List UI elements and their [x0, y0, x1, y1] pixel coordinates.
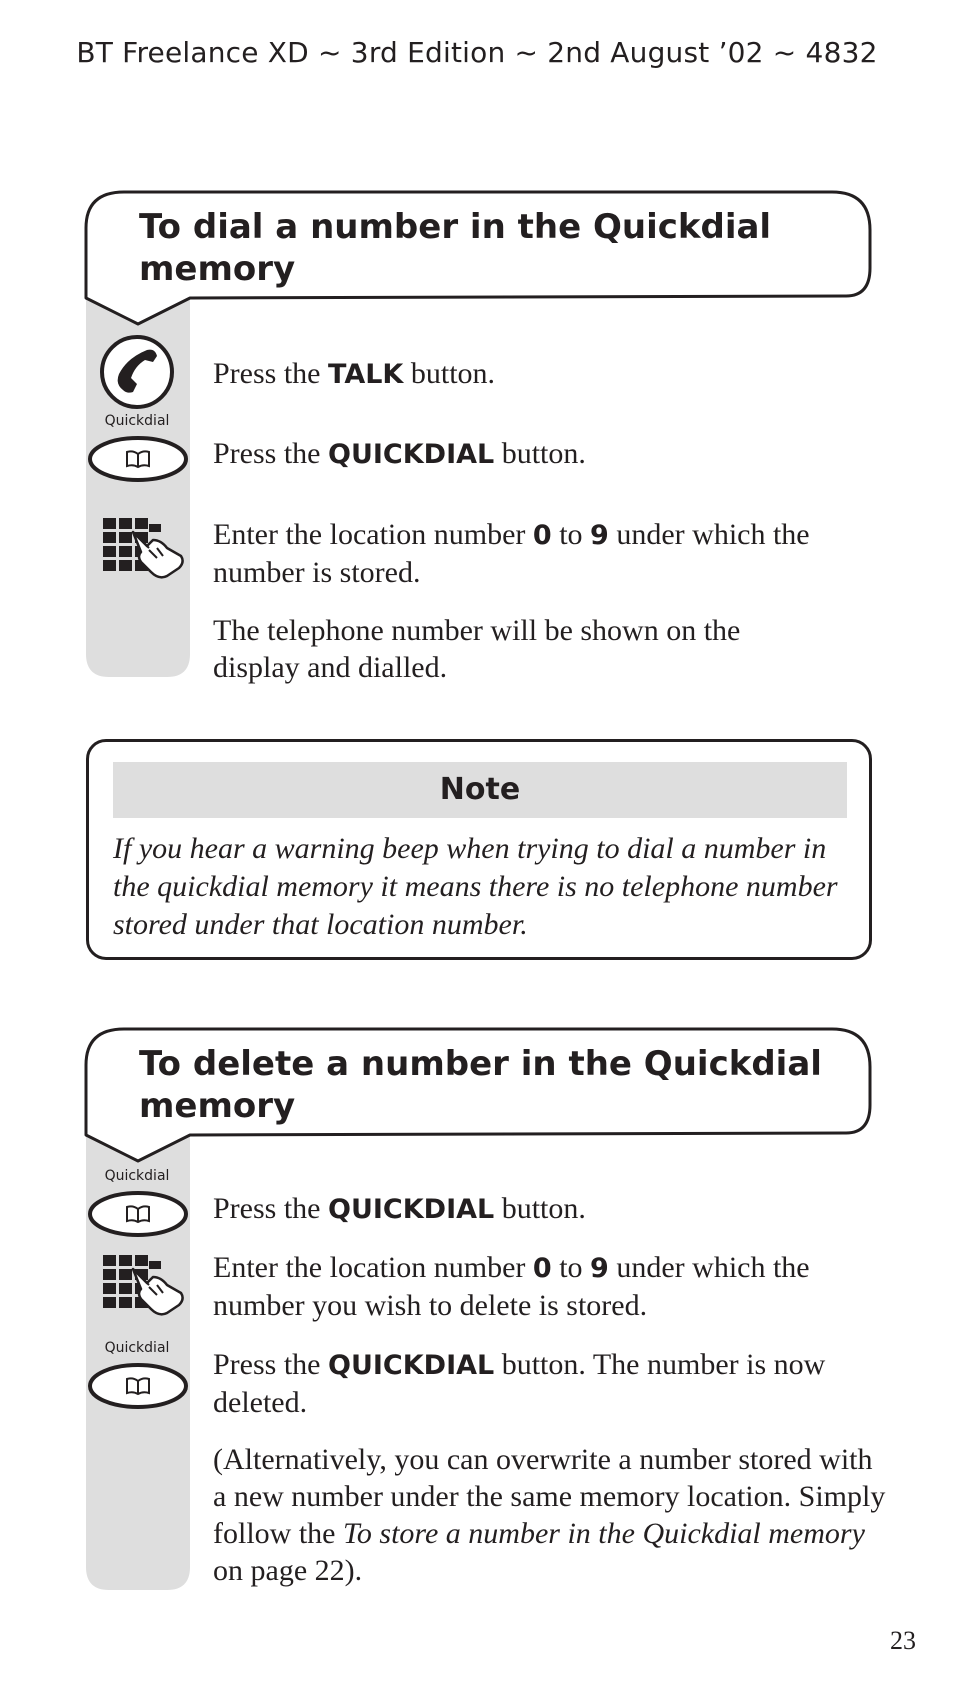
dial-step-result: The telephone number will be shown on the display and dialled. — [213, 614, 741, 684]
dial-step-quickdial-pre: Press the — [213, 437, 328, 470]
delete-step-confirm-post: button. The number is now deleted. — [213, 1348, 826, 1419]
page-number: 23 — [890, 1626, 916, 1655]
dial-step-talk-pre: Press the — [213, 357, 328, 390]
quickdial-label: Quickdial — [104, 413, 170, 429]
phonebook-icon — [87, 1189, 189, 1239]
delete-step-confirm-pre: Press the — [213, 1348, 328, 1381]
section-dial-title-line1: To dial a number in the Quickdial — [139, 207, 772, 247]
quickdial-label: Quickdial — [104, 1168, 170, 1184]
dial-step-quickdial — [213, 435, 893, 473]
dial-step-quickdial-post: button. — [494, 437, 586, 470]
section-delete-title-line1: To delete a number in the Quickdial — [139, 1044, 822, 1084]
location-from: 0 — [532, 1253, 552, 1284]
delete-step-alternative — [213, 1441, 893, 1589]
quickdial-key-label: QUICKDIAL — [328, 1350, 495, 1381]
quickdial-key-label: QUICKDIAL — [328, 439, 495, 470]
delete-step-location-pre: Enter the location number — [213, 1251, 533, 1284]
phone-handset-icon — [99, 334, 175, 410]
delete-step-confirm — [213, 1346, 853, 1421]
delete-step-quickdial-pre: Press the — [213, 1192, 328, 1225]
delete-step-location-post: under which the number you wish to delete is stored. — [213, 1251, 810, 1322]
talk-key-label: TALK — [328, 359, 404, 390]
dial-step-location-mid: to — [551, 518, 591, 551]
note-box — [86, 739, 872, 960]
note-text: If you hear a warning beep when trying to dial a number in the quickdial memory it means there is no telephone number stored under that location number. — [113, 832, 838, 941]
dial-step-location — [213, 516, 889, 591]
phonebook-icon — [87, 1361, 189, 1411]
section-delete-title — [139, 1043, 859, 1127]
dial-step-location-pre: Enter the location number — [213, 518, 533, 551]
delete-step-quickdial — [213, 1190, 893, 1228]
dial-step-talk-post: button. — [403, 357, 496, 390]
running-header: BT Freelance XD ~ 3rd Edition ~ 2nd August ’02 ~ 4832 — [76, 36, 878, 69]
keypad-hand-icon — [103, 518, 185, 580]
delete-step-alternative-pre: (Alternatively, you can overwrite a number stored with a new number under the same memory location. Simply follow the — [213, 1443, 886, 1550]
dial-step-talk — [213, 355, 893, 393]
delete-step-alternative-post: on page 22). — [213, 1554, 363, 1587]
quickdial-label: Quickdial — [104, 1340, 170, 1356]
delete-step-quickdial-post: button. — [494, 1192, 586, 1225]
location-from: 0 — [532, 520, 552, 551]
keypad-hand-icon — [103, 1255, 185, 1317]
section-delete-title-line2: memory — [139, 1086, 296, 1126]
delete-step-location — [213, 1249, 853, 1324]
section-dial-title — [139, 206, 859, 290]
quickdial-key-label: QUICKDIAL — [328, 1194, 495, 1225]
location-to: 9 — [590, 1253, 609, 1284]
delete-step-location-mid: to — [551, 1251, 591, 1284]
dial-step-location-post: under which the number is stored. — [213, 518, 810, 589]
location-to: 9 — [590, 520, 609, 551]
phonebook-icon — [87, 434, 189, 484]
section-dial-title-line2: memory — [139, 249, 296, 289]
cross-reference: To store a number in the Quickdial memory — [342, 1517, 865, 1550]
note-heading: Note — [113, 762, 847, 818]
